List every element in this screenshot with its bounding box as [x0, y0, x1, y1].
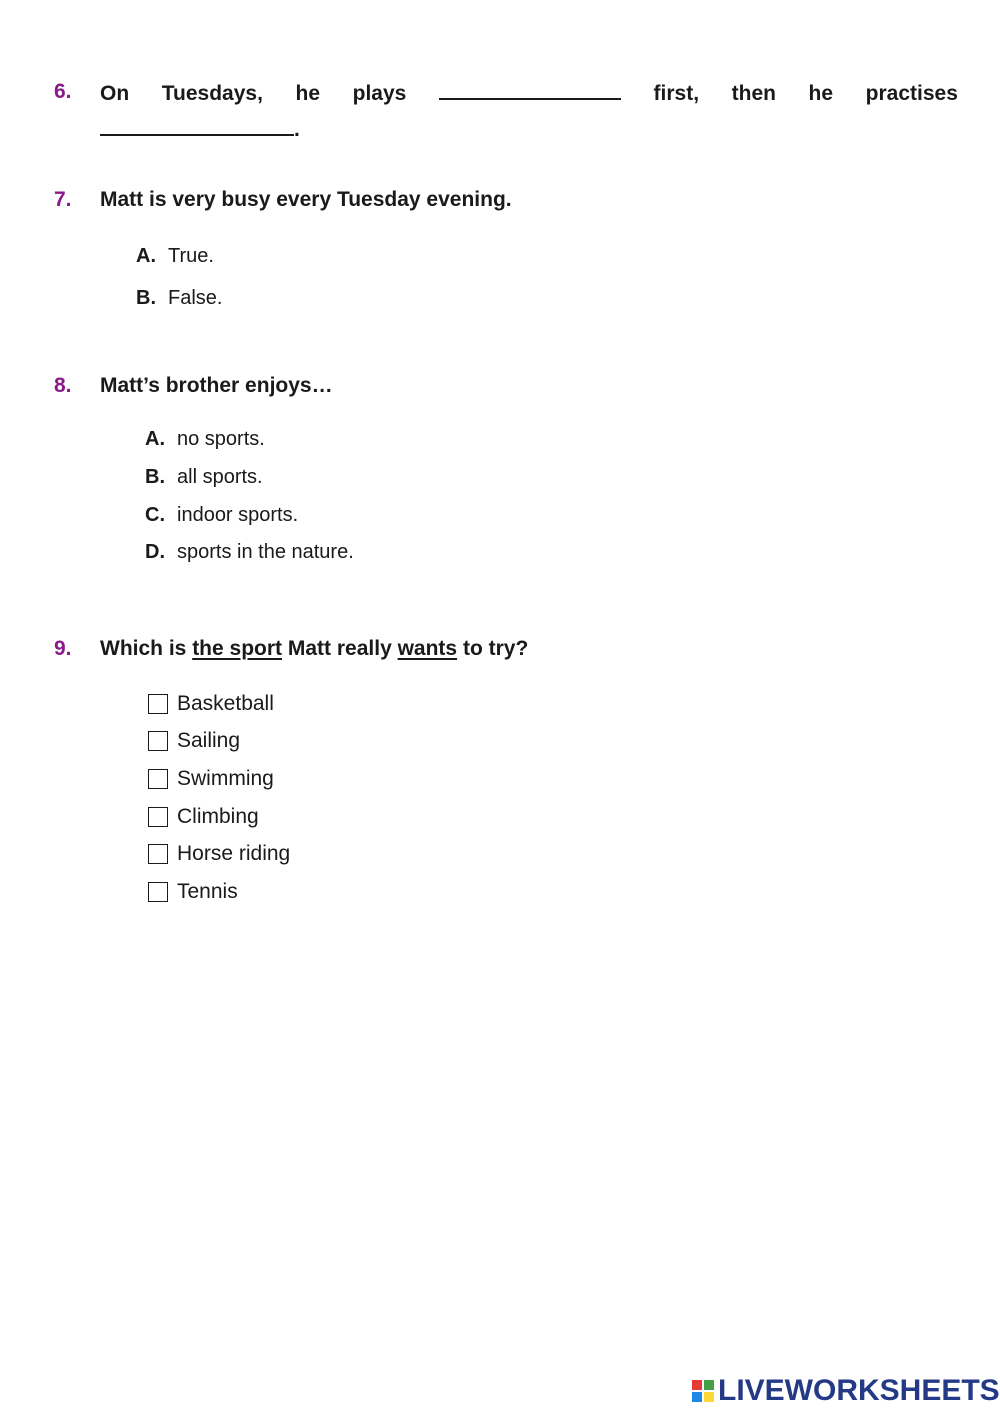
checkbox-sailing[interactable]: [148, 729, 240, 753]
option-text: False.: [168, 287, 223, 309]
checkbox-label: Climbing: [177, 805, 259, 828]
question-text-part: Matt really: [287, 637, 392, 660]
checkbox-tennis[interactable]: [148, 880, 238, 904]
word: he: [295, 82, 321, 105]
option-c[interactable]: [145, 504, 298, 527]
word: practises: [865, 82, 958, 105]
answer-blank-1[interactable]: [439, 80, 621, 100]
checkbox-icon[interactable]: [148, 882, 168, 902]
checkbox-icon[interactable]: [148, 844, 168, 864]
question-text-part: to try?: [462, 637, 529, 660]
checkbox-label: Tennis: [177, 880, 238, 903]
option-a[interactable]: [145, 428, 265, 451]
question-number: 9.: [54, 637, 72, 660]
checkbox-swimming[interactable]: [148, 767, 274, 791]
checkbox-basketball[interactable]: [148, 692, 274, 716]
question-number: 6.: [54, 80, 72, 103]
underlined-phrase: the sport: [192, 637, 283, 660]
checkbox-label: Horse riding: [177, 842, 291, 865]
word: plays: [352, 82, 407, 105]
option-b[interactable]: [145, 466, 263, 489]
logo-square: [704, 1380, 714, 1390]
option-label: C.: [145, 504, 165, 526]
option-label: A.: [136, 245, 156, 267]
question-text: [100, 637, 528, 661]
word: Tuesdays,: [161, 82, 263, 105]
logo-square: [704, 1392, 714, 1402]
checkbox-icon[interactable]: [148, 769, 168, 789]
option-label: A.: [145, 428, 165, 450]
logo-square: [692, 1380, 702, 1390]
logo-mark-icon: [692, 1380, 714, 1402]
checkbox-climbing[interactable]: [148, 805, 259, 829]
checkbox-icon[interactable]: [148, 731, 168, 751]
option-label: B.: [145, 466, 165, 488]
logo-text: LIVEWORKSHEETS: [718, 1374, 1000, 1407]
word: On: [100, 82, 130, 105]
checkbox-label: Sailing: [177, 729, 241, 752]
checkbox-label: Basketball: [177, 692, 274, 715]
underlined-word: wants: [397, 637, 458, 660]
question-text-part: Which is: [100, 637, 187, 660]
option-text: indoor sports.: [177, 504, 299, 526]
word: then: [731, 82, 776, 105]
question-text: Matt’s brother enjoys…: [100, 374, 333, 397]
checkbox-horse-riding[interactable]: [148, 842, 290, 866]
checkbox-icon[interactable]: [148, 694, 168, 714]
liveworksheets-logo: [692, 1374, 1000, 1408]
sentence-end: .: [294, 118, 300, 141]
question-number: 7.: [54, 188, 72, 211]
word: he: [808, 82, 834, 105]
option-d[interactable]: [145, 541, 354, 564]
option-text: sports in the nature.: [177, 541, 354, 563]
option-text: True.: [168, 245, 214, 267]
option-b[interactable]: [136, 287, 222, 310]
question-6-line-1: [100, 80, 958, 106]
question-text: Matt is very busy every Tuesday evening.: [100, 188, 512, 211]
question-6: [54, 80, 958, 150]
word: first,: [653, 82, 700, 105]
question-number: 8.: [54, 374, 72, 397]
option-text: no sports.: [177, 428, 265, 450]
checkbox-label: Swimming: [177, 767, 274, 790]
option-label: B.: [136, 287, 156, 309]
logo-square: [692, 1392, 702, 1402]
option-label: D.: [145, 541, 165, 563]
option-a[interactable]: [136, 245, 214, 268]
option-text: all sports.: [177, 466, 263, 488]
question-6-line-2: [100, 116, 300, 142]
checkbox-icon[interactable]: [148, 807, 168, 827]
answer-blank-2[interactable]: [100, 116, 294, 136]
